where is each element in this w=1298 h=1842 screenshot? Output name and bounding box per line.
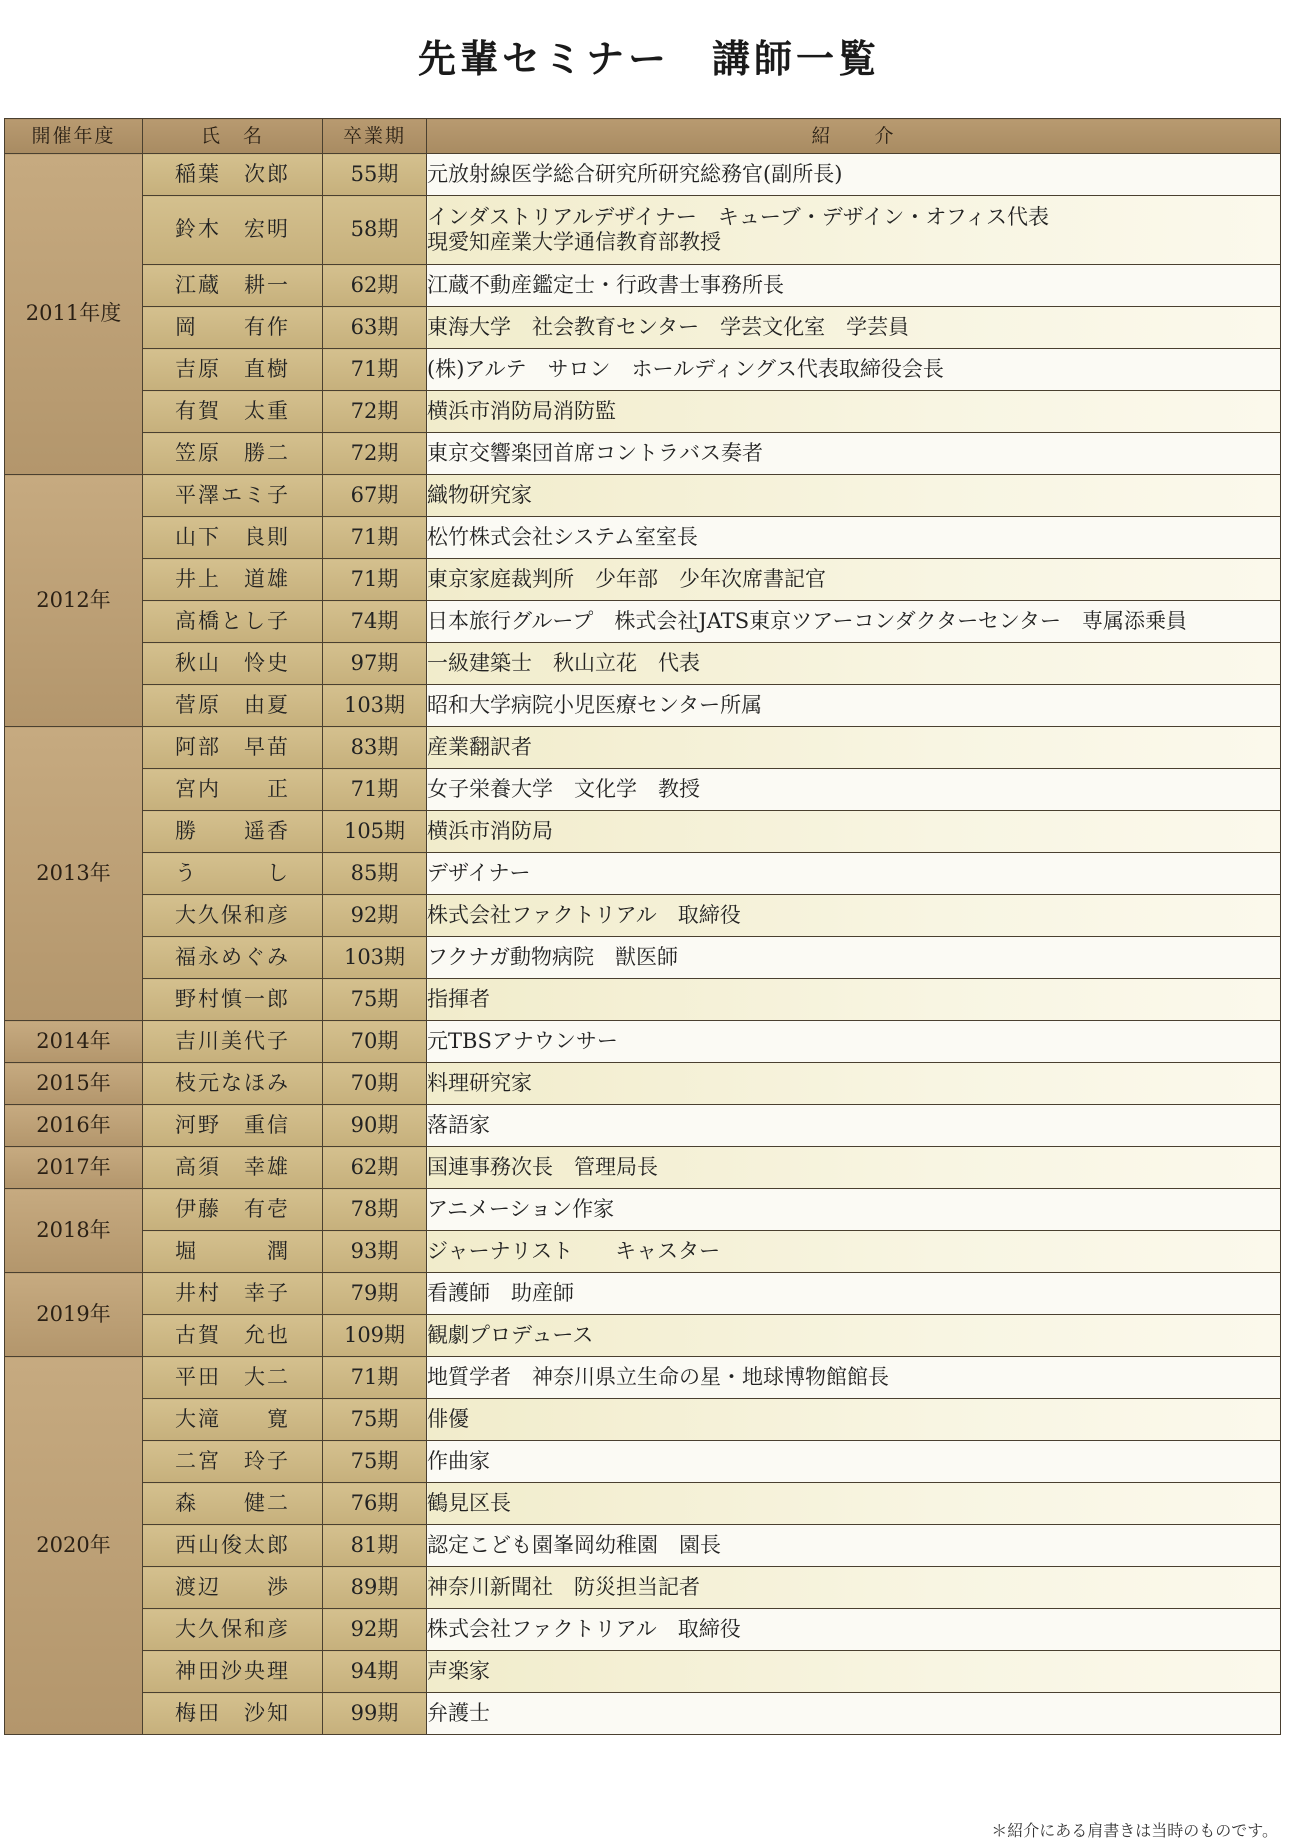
generation-cell: 93期 <box>323 1231 427 1273</box>
intro-cell: アニメーション作家 <box>427 1189 1281 1231</box>
generation-cell: 109期 <box>323 1315 427 1357</box>
name-cell: 大久保和彦 <box>143 895 323 937</box>
generation-cell: 75期 <box>323 979 427 1021</box>
generation-cell: 75期 <box>323 1399 427 1441</box>
generation-cell: 71期 <box>323 1357 427 1399</box>
lecturer-table <box>4 118 1281 1735</box>
generation-cell: 76期 <box>323 1483 427 1525</box>
table-row <box>5 154 1281 196</box>
intro-cell: 鶴見区長 <box>427 1483 1281 1525</box>
table-row <box>5 265 1281 307</box>
table-row <box>5 1315 1281 1357</box>
table-row <box>5 769 1281 811</box>
generation-cell: 63期 <box>323 307 427 349</box>
generation-cell: 71期 <box>323 517 427 559</box>
name-cell: 西山俊太郎 <box>143 1525 323 1567</box>
table-row <box>5 1189 1281 1231</box>
table-row <box>5 1693 1281 1735</box>
name-cell: 勝 遥香 <box>143 811 323 853</box>
year-cell: 2016年 <box>5 1105 143 1147</box>
name-cell: 稲葉 次郎 <box>143 154 323 196</box>
intro-cell: 観劇プロデュース <box>427 1315 1281 1357</box>
table-row <box>5 196 1281 265</box>
intro-cell: 株式会社ファクトリアル 取締役 <box>427 1609 1281 1651</box>
name-cell: 渡辺 渉 <box>143 1567 323 1609</box>
table-body <box>5 154 1281 1735</box>
year-cell: 2011年度 <box>5 154 143 475</box>
year-cell: 2020年 <box>5 1357 143 1735</box>
intro-cell: 神奈川新聞社 防災担当記者 <box>427 1567 1281 1609</box>
generation-cell: 92期 <box>323 895 427 937</box>
year-cell: 2012年 <box>5 475 143 727</box>
generation-cell: 78期 <box>323 1189 427 1231</box>
intro-cell: 東京家庭裁判所 少年部 少年次席書記官 <box>427 559 1281 601</box>
table-row <box>5 1063 1281 1105</box>
name-cell: 吉原 直樹 <box>143 349 323 391</box>
name-cell: 野村慎一郎 <box>143 979 323 1021</box>
table-row <box>5 1609 1281 1651</box>
table-row <box>5 685 1281 727</box>
name-cell: 吉川美代子 <box>143 1021 323 1063</box>
generation-cell: 89期 <box>323 1567 427 1609</box>
name-cell: 大久保和彦 <box>143 1609 323 1651</box>
name-cell: 堀 潤 <box>143 1231 323 1273</box>
intro-cell: 昭和大学病院小児医療センター所属 <box>427 685 1281 727</box>
generation-cell: 79期 <box>323 1273 427 1315</box>
generation-cell: 71期 <box>323 349 427 391</box>
intro-cell: 横浜市消防局 <box>427 811 1281 853</box>
table-row <box>5 895 1281 937</box>
intro-cell: 弁護士 <box>427 1693 1281 1735</box>
table-row <box>5 349 1281 391</box>
name-cell: 平田 大二 <box>143 1357 323 1399</box>
name-cell: 福永めぐみ <box>143 937 323 979</box>
year-cell: 2015年 <box>5 1063 143 1105</box>
generation-cell: 81期 <box>323 1525 427 1567</box>
year-cell: 2019年 <box>5 1273 143 1357</box>
intro-cell: 産業翻訳者 <box>427 727 1281 769</box>
name-cell: 高須 幸雄 <box>143 1147 323 1189</box>
generation-cell: 92期 <box>323 1609 427 1651</box>
name-cell: 森 健二 <box>143 1483 323 1525</box>
table-row <box>5 727 1281 769</box>
generation-cell: 71期 <box>323 559 427 601</box>
intro-cell: 落語家 <box>427 1105 1281 1147</box>
intro-cell: 日本旅行グループ 株式会社JATS東京ツアーコンダクターセンター 専属添乗員 <box>427 601 1281 643</box>
table-row <box>5 937 1281 979</box>
table-row <box>5 1105 1281 1147</box>
intro-cell: 織物研究家 <box>427 475 1281 517</box>
name-cell: 河野 重信 <box>143 1105 323 1147</box>
intro-cell: 東京交響楽団首席コントラバス奏者 <box>427 433 1281 475</box>
generation-cell: 62期 <box>323 1147 427 1189</box>
name-cell: 古賀 允也 <box>143 1315 323 1357</box>
name-cell: 井村 幸子 <box>143 1273 323 1315</box>
generation-cell: 67期 <box>323 475 427 517</box>
name-cell: 宮内 正 <box>143 769 323 811</box>
intro-cell: フクナガ動物病院 獣医師 <box>427 937 1281 979</box>
table-row <box>5 1441 1281 1483</box>
table-row <box>5 811 1281 853</box>
table-row <box>5 391 1281 433</box>
intro-cell: 元放射線医学総合研究所研究総務官(副所長) <box>427 154 1281 196</box>
intro-cell: 看護師 助産師 <box>427 1273 1281 1315</box>
intro-cell: 地質学者 神奈川県立生命の星・地球博物館館長 <box>427 1357 1281 1399</box>
table-row <box>5 1651 1281 1693</box>
table-header-row <box>5 119 1281 154</box>
name-cell: 大滝 寛 <box>143 1399 323 1441</box>
name-cell: 有賀 太重 <box>143 391 323 433</box>
name-cell: 井上 道雄 <box>143 559 323 601</box>
generation-cell: 85期 <box>323 853 427 895</box>
intro-cell: 江蔵不動産鑑定士・行政書士事務所長 <box>427 265 1281 307</box>
intro-cell: 指揮者 <box>427 979 1281 1021</box>
name-cell: 山下 良則 <box>143 517 323 559</box>
table-row <box>5 1357 1281 1399</box>
generation-cell: 70期 <box>323 1063 427 1105</box>
table-row <box>5 1147 1281 1189</box>
generation-cell: 62期 <box>323 265 427 307</box>
name-cell: 鈴木 宏明 <box>143 196 323 265</box>
table-row <box>5 1483 1281 1525</box>
year-cell: 2014年 <box>5 1021 143 1063</box>
table-row <box>5 475 1281 517</box>
generation-cell: 103期 <box>323 937 427 979</box>
intro-cell: 俳優 <box>427 1399 1281 1441</box>
name-cell: 岡 有作 <box>143 307 323 349</box>
table-row <box>5 979 1281 1021</box>
header-name: 氏 名 <box>143 119 323 154</box>
intro-cell: ジャーナリスト キャスター <box>427 1231 1281 1273</box>
name-cell: う し <box>143 853 323 895</box>
intro-cell: 横浜市消防局消防監 <box>427 391 1281 433</box>
table-row <box>5 517 1281 559</box>
intro-cell: 東海大学 社会教育センター 学芸文化室 学芸員 <box>427 307 1281 349</box>
generation-cell: 94期 <box>323 1651 427 1693</box>
header-generation: 卒業期 <box>323 119 427 154</box>
footnote: ＊紹介にある肩書きは当時のものです。 <box>991 1821 1278 1840</box>
name-cell: 高橋とし子 <box>143 601 323 643</box>
table-row <box>5 643 1281 685</box>
generation-cell: 103期 <box>323 685 427 727</box>
generation-cell: 90期 <box>323 1105 427 1147</box>
generation-cell: 58期 <box>323 196 427 265</box>
table-row <box>5 853 1281 895</box>
year-cell: 2018年 <box>5 1189 143 1273</box>
name-cell: 笠原 勝二 <box>143 433 323 475</box>
table-row <box>5 1525 1281 1567</box>
table-row <box>5 433 1281 475</box>
intro-cell: 国連事務次長 管理局長 <box>427 1147 1281 1189</box>
intro-cell: 声楽家 <box>427 1651 1281 1693</box>
generation-cell: 97期 <box>323 643 427 685</box>
intro-cell: 一級建築士 秋山立花 代表 <box>427 643 1281 685</box>
intro-cell: 松竹株式会社システム室室長 <box>427 517 1281 559</box>
intro-cell: インダストリアルデザイナー キューブ・デザイン・オフィス代表 現愛知産業大学通信教育部教授 <box>427 196 1281 265</box>
name-cell: 伊藤 有壱 <box>143 1189 323 1231</box>
intro-cell: デザイナー <box>427 853 1281 895</box>
intro-cell: (株)アルテ サロン ホールディングス代表取締役会長 <box>427 349 1281 391</box>
table-row <box>5 1231 1281 1273</box>
intro-cell: 株式会社ファクトリアル 取締役 <box>427 895 1281 937</box>
generation-cell: 72期 <box>323 433 427 475</box>
year-cell: 2013年 <box>5 727 143 1021</box>
name-cell: 江蔵 耕一 <box>143 265 323 307</box>
name-cell: 阿部 早苗 <box>143 727 323 769</box>
intro-cell: 女子栄養大学 文化学 教授 <box>427 769 1281 811</box>
table-row <box>5 1273 1281 1315</box>
intro-cell: 作曲家 <box>427 1441 1281 1483</box>
name-cell: 菅原 由夏 <box>143 685 323 727</box>
header-year: 開催年度 <box>5 119 143 154</box>
generation-cell: 83期 <box>323 727 427 769</box>
generation-cell: 74期 <box>323 601 427 643</box>
generation-cell: 55期 <box>323 154 427 196</box>
year-cell: 2017年 <box>5 1147 143 1189</box>
name-cell: 平澤エミ子 <box>143 475 323 517</box>
intro-cell: 認定こども園峯岡幼稚園 園長 <box>427 1525 1281 1567</box>
table-row <box>5 1399 1281 1441</box>
table-row <box>5 1567 1281 1609</box>
generation-cell: 75期 <box>323 1441 427 1483</box>
generation-cell: 71期 <box>323 769 427 811</box>
name-cell: 秋山 怜史 <box>143 643 323 685</box>
table-row <box>5 1021 1281 1063</box>
generation-cell: 70期 <box>323 1021 427 1063</box>
generation-cell: 99期 <box>323 1693 427 1735</box>
table-row <box>5 559 1281 601</box>
page-title: 先輩セミナー 講師一覧 <box>417 36 880 81</box>
table-row <box>5 601 1281 643</box>
name-cell: 二宮 玲子 <box>143 1441 323 1483</box>
name-cell: 枝元なほみ <box>143 1063 323 1105</box>
intro-cell: 料理研究家 <box>427 1063 1281 1105</box>
generation-cell: 72期 <box>323 391 427 433</box>
table-row <box>5 307 1281 349</box>
header-intro: 紹 介 <box>427 119 1281 154</box>
name-cell: 梅田 沙知 <box>143 1693 323 1735</box>
generation-cell: 105期 <box>323 811 427 853</box>
intro-cell: 元TBSアナウンサー <box>427 1021 1281 1063</box>
name-cell: 神田沙央理 <box>143 1651 323 1693</box>
